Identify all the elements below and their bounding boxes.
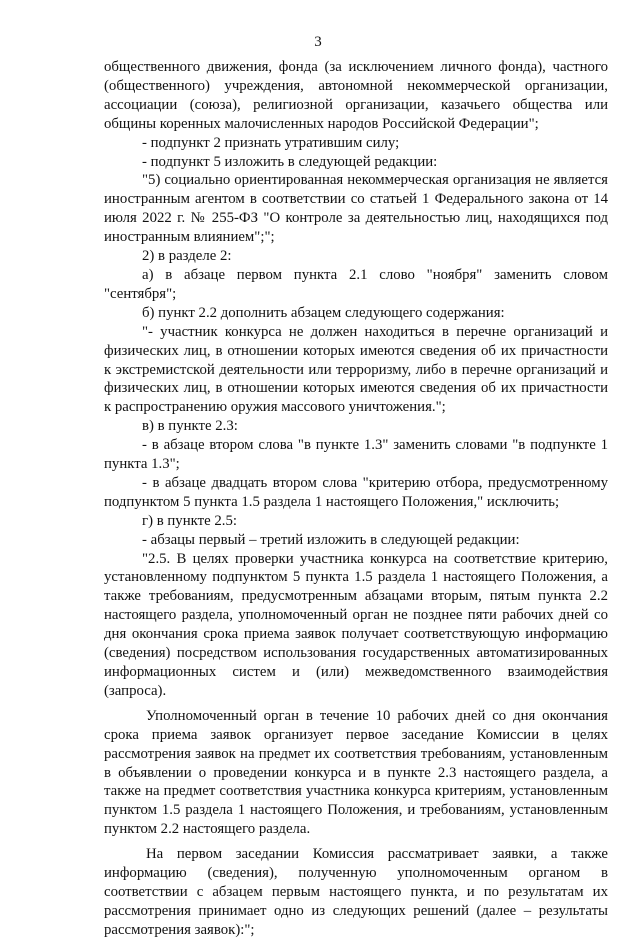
paragraph: в) в пункте 2.3: [142, 418, 238, 435]
paragraph: а) в абзаце первом пункта 2.1 слово "ноября" заменить словом "сентября"; [104, 266, 608, 302]
paragraph: 2) в разделе 2: [142, 248, 232, 265]
paragraph: "5) социально ориентированная некоммерческая организация не является иностранным агентом в соответствии со статьей 1 Федерального закона от 14 июля 2022 г. № 255-ФЗ "О контроле за деятельностью лиц, находящихся под иностранным влиянием";"; [104, 172, 608, 246]
paragraph: г) в пункте 2.5: [142, 512, 237, 529]
document-body [104, 58, 608, 940]
page-number: 3 [314, 34, 322, 50]
paragraph: - абзацы первый – третий изложить в следующей редакции: [142, 531, 520, 548]
paragraph: - в абзаце втором слова "в пункте 1.3" заменить словами "в подпункте 1 пункта 1.3"; [104, 437, 608, 473]
paragraph-continuation: общественного движения, фонда (за исключением личного фонда), частного (общественного) учреждения, автономной некоммерческой организации, ассоциации (союза), религиозной организации, казачьего общества или общины коренных малочисленных народов Российской Федерации"; [104, 59, 608, 132]
paragraph: - подпункт 2 признать утратившим силу; [142, 134, 400, 151]
paragraph: На первом заседании Комиссия рассматривает заявки, а также информацию (сведения), полученную уполномоченным органом в соответствии с абзацем первым настоящего пункта, и по результатам их рассмотрения принимает одно из следующих решений (далее – результаты рассмотрения заявок):"; [104, 846, 608, 938]
paragraph: "2.5. В целях проверки участника конкурса на соответствие критерию, установленному подпунктом 5 пункта 1.5 раздела 1 настоящего Положения, а также требованиям, предусмотренным абзацами вторым, пятым пункта 2.2 настоящего раздела, уполномоченный орган не позднее пяти рабочих дней со дня окончания срока приема заявок получает соответствующую информацию (сведения) посредством использования государственных автоматизированных информационных систем и (или) межведомственного взаимодействия (запроса). [104, 550, 608, 699]
paragraph: - в абзаце двадцать втором слова "критерию отбора, предусмотренному подпунктом 5 пункта 1.5 раздела 1 настоящего Положения," исключить; [104, 474, 608, 510]
paragraph: - подпункт 5 изложить в следующей редакции: [142, 153, 438, 170]
paragraph: Уполномоченный орган в течение 10 рабочих дней со дня окончания срока приема заявок организует первое заседание Комиссии в целях рассмотрения заявок на предмет их соответствия требованиям, установленным в объявлении о проведении конкурса и в пункте 2.3 настоящего раздела, а также на предмет соответствия участника конкурса критериям, установленным пунктом 1.5 раздела 1 настоящего Положения, и требованиям, установленным пунктом 2.2 настоящего раздела. [104, 707, 608, 838]
paragraph: б) пункт 2.2 дополнить абзацем следующего содержания: [142, 304, 505, 321]
paragraph: "- участник конкурса не должен находиться в перечне организаций и физических лиц, в отношении которых имеются сведения об их причастности к экстремистской деятельности или терроризму, либо в перечне организаций и физических лиц, в отношении которых имеются сведения об их причастности к распространению оружия массового уничтожения."; [104, 323, 608, 416]
